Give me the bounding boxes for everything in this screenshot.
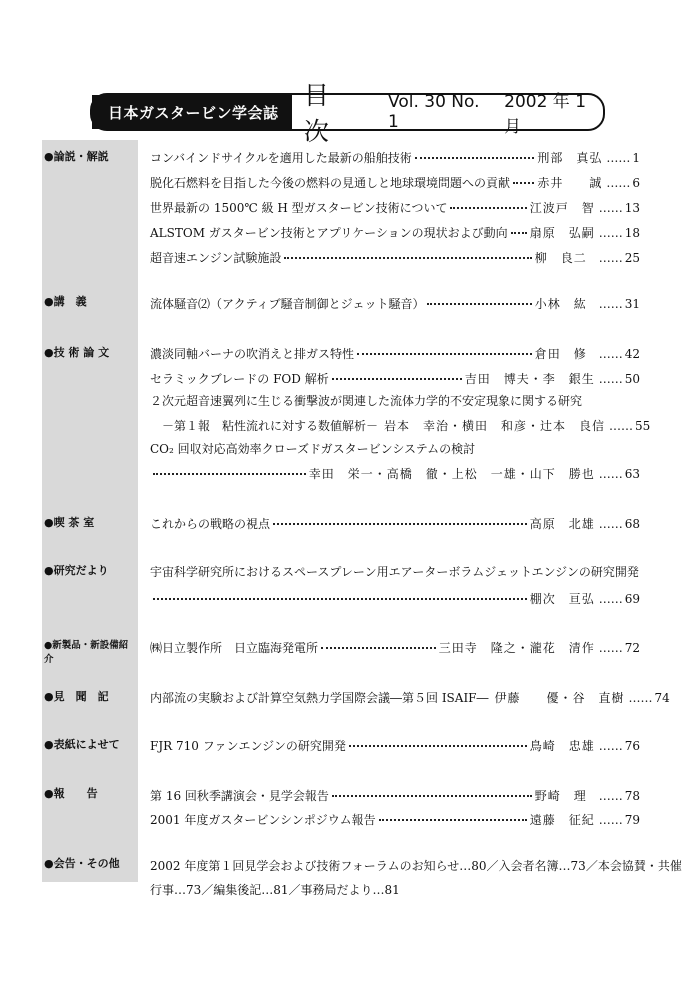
toc-entry[interactable] <box>150 225 640 241</box>
section-label-kaikoku: ●会告・その他 <box>44 857 120 870</box>
toc-entry[interactable] <box>150 250 640 266</box>
page-leader: …… <box>598 592 623 606</box>
section-label-hokoku: ●報 告 <box>44 787 98 800</box>
dot-leader <box>379 819 527 821</box>
entry-subtitle: －第１報 粘性流れに対する数値解析－ <box>162 419 379 433</box>
entry-page: 76 <box>624 739 640 753</box>
entry-title: 2001 年度ガスタービンシンポジウム報告 <box>150 813 376 827</box>
page-leader: …… <box>598 641 623 655</box>
entry-author: 三田寺 隆之・瀧花 清作 <box>438 641 595 655</box>
entry-page: 42 <box>624 347 640 361</box>
entry-title: FJR 710 ファンエンジンの研究開発 <box>150 739 346 753</box>
journal-header <box>90 81 605 146</box>
section-label-kogi: ●講 義 <box>44 295 87 308</box>
entry-page: 78 <box>624 789 640 803</box>
page-leader: …… <box>598 201 623 215</box>
dot-leader <box>427 303 531 305</box>
entry-page: 1 <box>632 151 640 165</box>
entry-page: 25 <box>624 251 640 265</box>
issue-date: 2002 年 1 月 <box>504 92 587 137</box>
page-leader: …… <box>606 176 631 190</box>
dot-leader <box>349 745 527 747</box>
section-label-kenkyu: ●研究だより <box>44 564 109 577</box>
entry-title: 世界最新の 1500℃ 級 H 型ガスタービン技術について <box>150 201 448 215</box>
entry-title: 流体騒音⑵（アクティブ騒音制御とジェット騒音） <box>150 297 425 311</box>
dot-leader <box>284 257 531 259</box>
toc-entry[interactable] <box>150 640 640 656</box>
page-leader: …… <box>598 789 623 803</box>
page-leader: …… <box>598 226 623 240</box>
toc-entry[interactable] <box>150 200 640 216</box>
entry-title: ㈱日立製作所 日立臨海発電所 <box>150 641 319 655</box>
entry-title: 第 16 回秋季講演会・見学会報告 <box>150 789 329 803</box>
section-label-kenbun: ●見 聞 記 <box>44 690 109 703</box>
dot-leader <box>332 795 532 797</box>
dot-leader <box>321 647 436 649</box>
toc-entry[interactable] <box>150 591 640 607</box>
entry-author: 赤井 誠 <box>537 176 603 190</box>
section-label-ronsetsu: ●論説・解説 <box>44 150 109 163</box>
entry-title: ALSTOM ガスタービン技術とアプリケーションの現状および動向 <box>150 226 508 240</box>
page-leader: …… <box>628 691 653 705</box>
entry-title: コンバインドサイクルを適用した最新の船舶技術 <box>150 151 412 165</box>
toc-entry[interactable] <box>162 418 651 434</box>
entry-author: 刑部 真弘 <box>537 151 603 165</box>
entry-title: これからの戦略の視点 <box>150 517 271 531</box>
entry-author: 鳥崎 忠雄 <box>529 739 595 753</box>
toc-entry[interactable] <box>150 788 640 804</box>
toc-entry[interactable] <box>150 738 640 754</box>
volume-number: Vol. 30 No. 1 <box>388 92 480 132</box>
entry-page: 69 <box>624 592 640 606</box>
entry-author: 小林 紘 <box>534 297 587 311</box>
journal-title: 日本ガスタービン学会誌 <box>92 95 292 129</box>
notice-line-1[interactable]: 2002 年度第１回見学会および技術フォーラムのお知らせ…80／入会者名簿…73／本会協賛・共催 <box>150 859 682 873</box>
dot-leader <box>357 353 532 355</box>
entry-title[interactable]: ２次元超音速翼列に生じる衝撃波が関連した流体力学的不安定現象に関する研究 <box>150 394 583 408</box>
entry-author: 遠藤 征紀 <box>529 813 595 827</box>
toc-entry[interactable] <box>150 175 640 191</box>
toc-entry[interactable] <box>150 466 640 482</box>
toc-entry[interactable] <box>150 296 640 312</box>
page-leader: …… <box>598 372 623 386</box>
entry-author: 幸田 栄一・高橋 徹・上松 一雄・山下 勝也 <box>308 467 595 481</box>
toc-title: 目次 <box>303 81 341 146</box>
entry-author: 高原 北雄 <box>529 517 595 531</box>
entry-page: 79 <box>624 813 640 827</box>
page-leader: …… <box>598 739 623 753</box>
entry-page: 63 <box>624 467 640 481</box>
dot-leader <box>415 157 535 159</box>
toc-entry[interactable] <box>150 150 640 166</box>
toc-entry[interactable] <box>150 371 640 387</box>
page-leader: …… <box>598 347 623 361</box>
page-leader: …… <box>606 151 631 165</box>
dot-leader <box>450 207 526 209</box>
entry-author: 棚次 亘弘 <box>529 592 595 606</box>
page-leader: …… <box>598 813 623 827</box>
dot-leader <box>153 473 306 475</box>
page-leader: …… <box>598 517 623 531</box>
entry-author: 伊藤 優・谷 直樹 <box>494 691 625 705</box>
entry-author: 吉田 博夫・李 銀生 <box>464 372 595 386</box>
entry-author: 野崎 理 <box>534 789 587 803</box>
entry-title: セラミックブレードの FOD 解析 <box>150 372 329 386</box>
entry-page: 50 <box>624 372 640 386</box>
page-leader: …… <box>598 297 623 311</box>
notice-line-2[interactable]: 行事…73／編集後記…81／事務局だより…81 <box>150 883 400 897</box>
dot-leader <box>511 232 527 234</box>
page-leader: …… <box>598 467 623 481</box>
entry-author: 扇原 弘嗣 <box>529 226 595 240</box>
entry-title[interactable]: 宇宙科学研究所におけるスペースプレーン用エアーターボラムジェットエンジンの研究開発 <box>150 565 639 579</box>
entry-page: 68 <box>624 517 640 531</box>
section-sidebar <box>42 140 138 882</box>
page-leader: …… <box>609 419 634 433</box>
toc-entry[interactable] <box>150 346 640 362</box>
entry-page: 55 <box>635 419 651 433</box>
entry-title: 超音速エンジン試験施設 <box>150 251 282 265</box>
toc-entry[interactable] <box>150 690 670 706</box>
dot-leader <box>273 523 527 525</box>
dot-leader <box>332 378 462 380</box>
entry-author: 岩本 幸治・横田 和彦・辻本 良信 <box>384 419 606 433</box>
section-label-hyoshi: ●表紙によせて <box>44 738 120 751</box>
section-label-gijutsu: ●技 術 論 文 <box>44 346 110 359</box>
entry-page: 18 <box>624 226 640 240</box>
entry-title: 濃淡同軸バーナの吹消えと排ガス特性 <box>150 347 355 361</box>
entry-page: 72 <box>624 641 640 655</box>
page-leader: …… <box>598 251 623 265</box>
entry-author: 倉田 修 <box>534 347 587 361</box>
entry-author: 江波戸 智 <box>529 201 595 215</box>
entry-page: 74 <box>654 691 670 705</box>
section-label-shinseihin: ●新製品・新設備紹介 <box>44 640 129 665</box>
dot-leader <box>513 182 534 184</box>
dot-leader <box>153 598 527 600</box>
entry-page: 13 <box>624 201 640 215</box>
entry-title[interactable]: CO₂ 回収対応高効率クローズドガスタービンシステムの検討 <box>150 442 476 456</box>
section-label-kissa: ●喫 茶 室 <box>44 516 95 529</box>
entry-title: 脱化石燃料を目指した今後の燃料の見通しと地球環境問題への貢献 <box>150 176 511 190</box>
entry-page: 6 <box>632 176 640 190</box>
entry-title: 内部流の実験および計算空気熱力学国際会議―第５回 ISAIF― <box>150 691 489 705</box>
entry-page: 31 <box>624 297 640 311</box>
entry-author: 柳 良二 <box>534 251 587 265</box>
toc-entry[interactable] <box>150 516 640 532</box>
toc-entry[interactable] <box>150 812 640 828</box>
